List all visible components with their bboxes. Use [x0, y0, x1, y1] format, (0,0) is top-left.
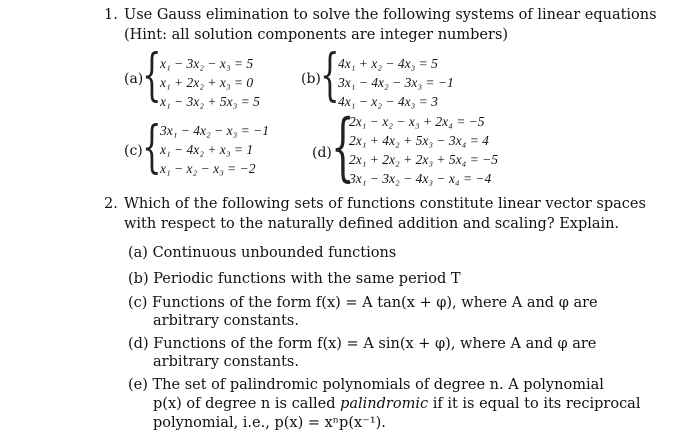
- system-a-equation-1: x₁ − 3x₂ − x₃ = 5: [160, 56, 254, 71]
- system-d-equation-4: 3x₁ − 3x₂ − 4x₃ − x₄ = −4: [349, 171, 492, 186]
- system-a-brace: {: [142, 43, 162, 108]
- question-2-item-b: (b) Periodic functions with the same period T: [128, 271, 461, 287]
- system-c-equation-1: 3x₁ − 4x₂ − x₃ = −1: [160, 123, 269, 138]
- question-2-item-c-line-2: arbitrary constants.: [153, 313, 299, 329]
- item-e-line-2-end: if it is equal to its reciprocal: [428, 396, 641, 412]
- system-a-equation-2: x₁ + 2x₂ + x₃ = 0: [160, 75, 254, 90]
- system-b-brace: {: [320, 43, 340, 108]
- system-c-label: (c): [124, 143, 143, 159]
- system-d-equation-1: 2x₁ − x₂ − x₃ + 2x₄ = −5: [349, 114, 485, 129]
- question-2-item-d-line-2: arbitrary constants.: [153, 354, 299, 370]
- question-2-number: 2.: [104, 196, 118, 212]
- question-2-text-line-2: with respect to the naturally defined addition and scaling? Explain.: [124, 216, 620, 232]
- system-b-equation-2: 3x₁ − 4x₂ − 3x₃ = −1: [338, 75, 454, 90]
- question-2-item-a: (a) Continuous unbounded functions: [128, 245, 397, 261]
- question-2-item-e-line-3: polynomial, i.e., p(x) = xⁿp(x⁻¹).: [153, 415, 386, 431]
- item-e-line-2-start: p(x) of degree n is called: [153, 396, 341, 412]
- question-2-item-c-line-1: (c) Functions of the form f(x) = A tan(x + φ), where A and φ are: [128, 295, 598, 311]
- question-1-number: 1.: [104, 7, 118, 23]
- question-2-text-line-1: Which of the following sets of functions constitute linear vector spaces: [124, 196, 646, 212]
- palindromic-term: palindromic: [340, 396, 429, 412]
- question-1-text-line-1: Use Gauss elimination to solve the following systems of linear equations: [124, 7, 657, 23]
- system-d-label: (d): [312, 145, 332, 161]
- system-b-label: (b): [301, 71, 321, 87]
- question-2-item-e-line-2: [153, 396, 640, 412]
- system-d-equation-3: 2x₁ + 2x₂ + 2x₃ + 5x₄ = −5: [349, 152, 499, 167]
- question-2-item-d-line-1: (d) Functions of the form f(x) = A sin(x + φ), where A and φ are: [128, 336, 597, 352]
- question-2-item-e-line-1: (e) The set of palindromic polynomials of degree n. A polynomial: [128, 377, 604, 393]
- system-a-label: (a): [124, 71, 144, 87]
- system-d-brace: {: [331, 104, 355, 190]
- system-d-equation-2: 2x₁ + 4x₂ + 5x₃ − 3x₄ = 4: [349, 133, 489, 148]
- system-b-equation-1: 4x₁ + x₂ − 4x₃ = 5: [338, 56, 438, 71]
- system-a-equation-3: x₁ − 3x₂ + 5x₃ = 5: [160, 94, 260, 109]
- system-c-brace: {: [142, 115, 162, 180]
- question-1-text-line-2: (Hint: all solution components are integer numbers): [124, 27, 509, 43]
- system-b-equation-3: 4x₁ − x₂ − 4x₃ = 3: [338, 94, 438, 109]
- system-c-equation-3: x₁ − x₂ − x₃ = −2: [160, 161, 256, 176]
- system-c-equation-2: x₁ − 4x₂ + x₃ = 1: [160, 142, 254, 157]
